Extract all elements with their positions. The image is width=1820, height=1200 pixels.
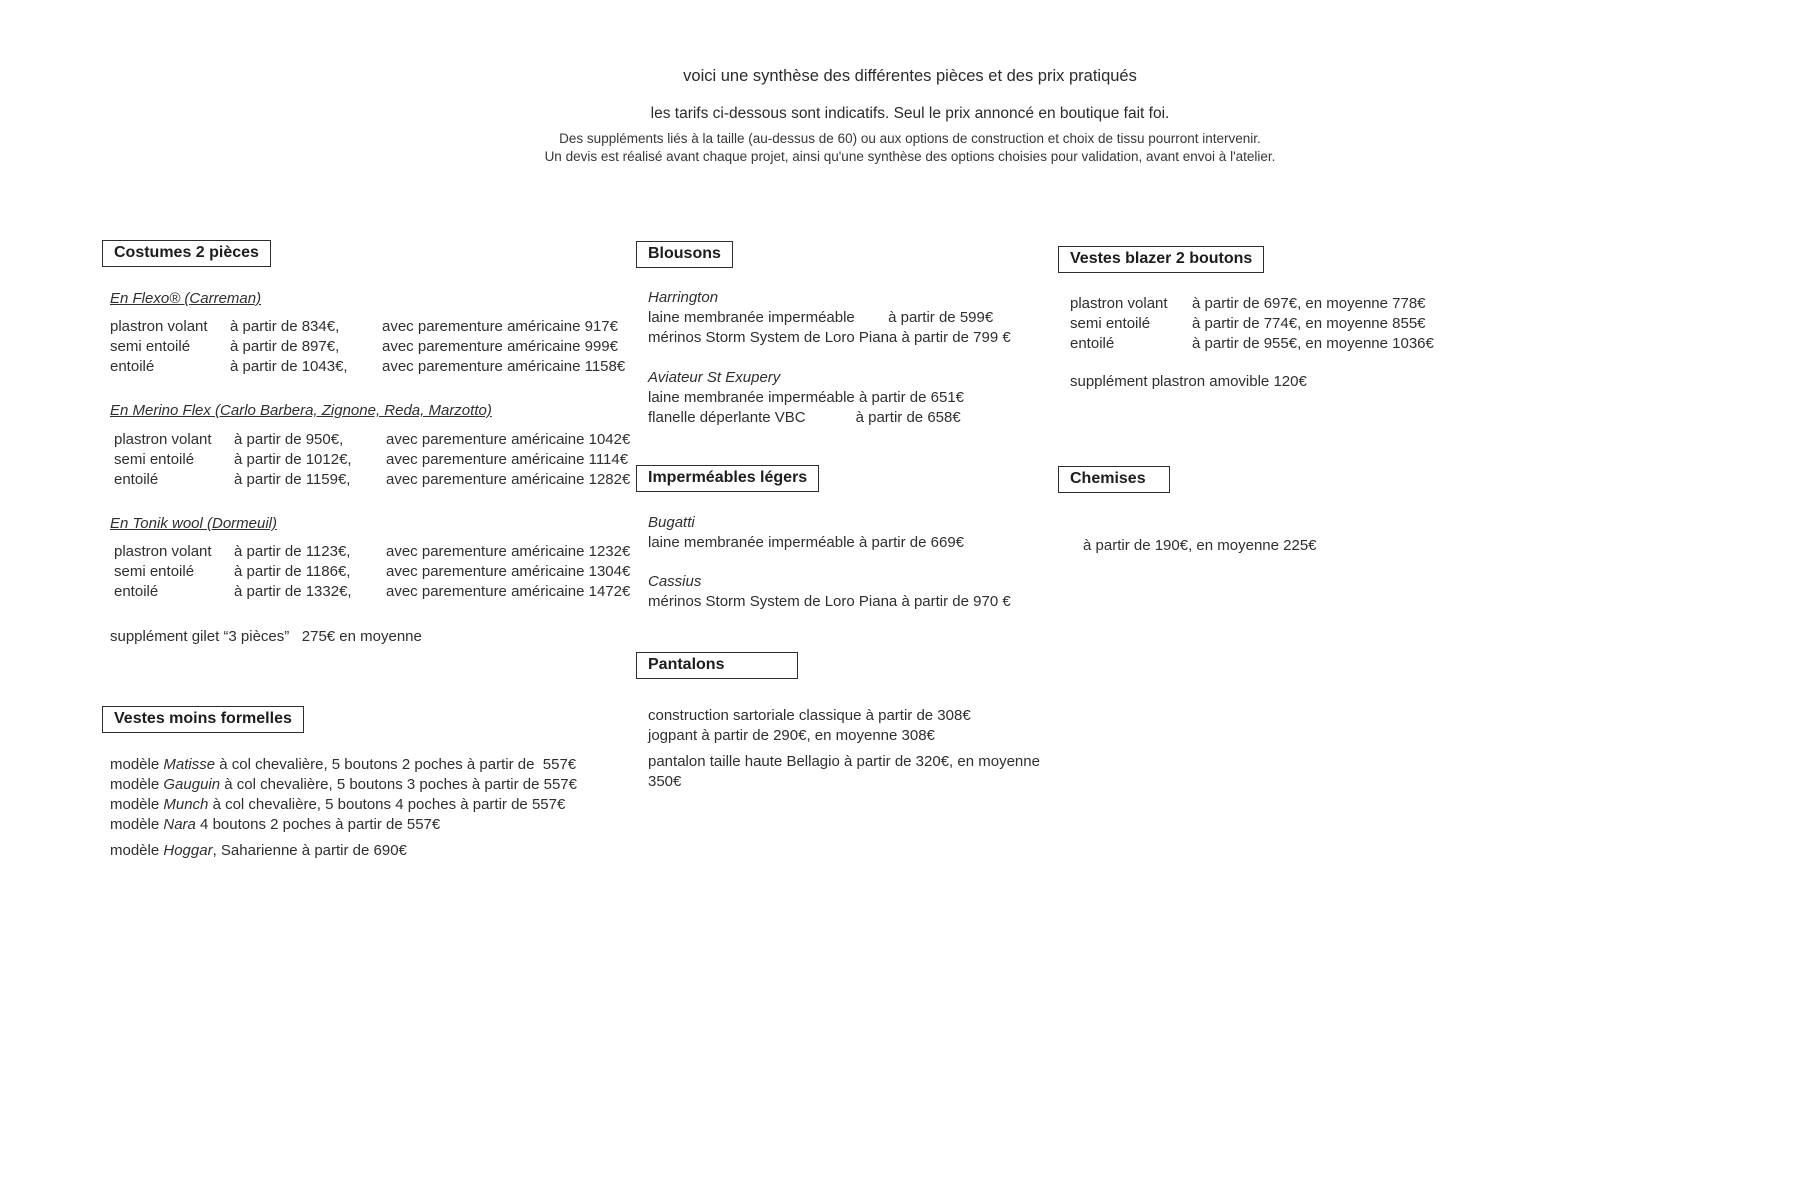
price-line: construction sartoriale classique à partir de 308€	[648, 707, 971, 724]
supplement-gilet: supplément gilet “3 pièces” 275€ en moyenne	[110, 628, 422, 645]
price-row	[114, 470, 642, 490]
model-prefix: modèle	[110, 816, 164, 833]
model-row	[110, 815, 642, 835]
model-detail: à col chevalière, 5 boutons 4 poches à partir de 557€	[208, 796, 566, 813]
page-note-2: Un devis est réalisé avant chaque projet, ainsi qu'une synthèse des options choisies pour validation, avant envoi à l'atelier.	[544, 149, 1276, 164]
option-price: avec parementure américaine 1042€	[386, 431, 631, 448]
model-name: Gauguin	[163, 776, 221, 793]
construction-label: plastron volant	[114, 431, 212, 448]
fabric-group-title: En Tonik wool (Dormeuil)	[110, 515, 278, 532]
model-title: Cassius	[648, 573, 702, 590]
model-row	[110, 775, 642, 795]
model-name: Munch	[163, 796, 209, 813]
construction-label: semi entoilé	[114, 563, 195, 580]
section-chemises	[1058, 466, 1478, 556]
page-subtitle: les tarifs ci-dessous sont indicatifs. Seul le prix annoncé en boutique fait foi.	[650, 105, 1170, 122]
model-title: Aviateur St Exupery	[648, 369, 781, 386]
model-title: Harrington	[648, 289, 719, 306]
price-line: mérinos Storm System de Loro Piana à partir de 970 €	[648, 593, 1011, 610]
blouson-group-aviateur	[648, 368, 1066, 428]
price-line: pantalon taille haute Bellagio à partir de 320€, en moyenne 350€	[648, 753, 1045, 790]
model-name: Hoggar	[163, 842, 213, 859]
price-line: mérinos Storm System de Loro Piana à partir de 799 €	[648, 329, 1011, 346]
fabric-group-title: En Flexo® (Carreman)	[110, 290, 262, 307]
section-pantalons	[636, 652, 1066, 792]
base-price: à partir de 1332€,	[234, 583, 352, 600]
column-blazers	[1058, 246, 1478, 556]
base-price: à partir de 1012€,	[234, 451, 352, 468]
base-price: à partir de 1123€,	[234, 543, 351, 560]
model-row	[110, 841, 642, 861]
price-line: à partir de 190€, en moyenne 225€	[1083, 537, 1317, 554]
construction-label: semi entoilé	[110, 338, 191, 355]
impermeable-group-cassius	[648, 572, 1066, 612]
fabric-group-merino	[102, 401, 642, 490]
price-row	[114, 582, 642, 602]
option-price: avec parementure américaine 1282€	[386, 471, 631, 488]
price-row	[110, 317, 642, 337]
option-price: avec parementure américaine 917€	[382, 318, 618, 335]
fabric-group-tonik	[102, 514, 642, 602]
page-title: voici une synthèse des différentes pièces et des prix pratiqués	[683, 67, 1137, 85]
base-price: à partir de 897€,	[230, 338, 340, 355]
model-prefix: modèle	[110, 842, 164, 859]
price-row	[114, 430, 642, 450]
section-header-vestes-moins-formelles: Vestes moins formelles	[102, 706, 304, 733]
price-line: laine membranée imperméable à partir de 599€	[648, 309, 994, 326]
impermeable-group-bugatti	[648, 513, 1066, 553]
option-price: avec parementure américaine 1304€	[386, 563, 631, 580]
option-price: avec parementure américaine 999€	[382, 338, 618, 355]
construction-label: plastron volant	[1070, 295, 1168, 312]
construction-label: entoilé	[110, 358, 155, 375]
construction-label: entoilé	[114, 471, 159, 488]
price-row	[1070, 334, 1478, 354]
column-blousons	[636, 241, 1066, 792]
section-header-impermeables: Imperméables légers	[636, 465, 819, 492]
price-detail: à partir de 774€, en moyenne 855€	[1192, 315, 1426, 332]
option-price: avec parementure américaine 1114€	[386, 451, 629, 468]
price-line: flanelle déperlante VBC à partir de 658€	[648, 409, 961, 426]
model-name: Nara	[163, 816, 196, 833]
price-row	[114, 542, 642, 562]
model-prefix: modèle	[110, 776, 164, 793]
base-price: à partir de 950€,	[234, 431, 344, 448]
base-price: à partir de 1186€,	[234, 563, 351, 580]
price-row	[110, 337, 642, 357]
section-header-blazers: Vestes blazer 2 boutons	[1058, 246, 1264, 273]
option-price: avec parementure américaine 1232€	[386, 543, 631, 560]
model-name: Matisse	[163, 756, 216, 773]
section-impermeables	[636, 465, 1066, 612]
section-header-chemises: Chemises	[1058, 466, 1170, 493]
page-note-1: Des suppléments liés à la taille (au-dessus de 60) ou aux options de construction et choix de tissu pourront intervenir.	[559, 131, 1261, 146]
section-header-pantalons: Pantalons	[636, 652, 798, 679]
base-price: à partir de 834€,	[230, 318, 340, 335]
fabric-group-flexo	[102, 289, 642, 377]
price-row	[110, 357, 642, 377]
model-detail: 4 boutons 2 poches à partir de 557€	[195, 816, 441, 833]
construction-label: plastron volant	[110, 318, 208, 335]
blouson-group-harrington	[648, 288, 1066, 348]
price-line: jogpant à partir de 290€, en moyenne 308€	[648, 727, 935, 744]
construction-label: entoilé	[1070, 335, 1115, 352]
base-price: à partir de 1159€,	[234, 471, 351, 488]
model-prefix: modèle	[110, 796, 164, 813]
price-line: laine membranée imperméable à partir de 651€	[648, 389, 965, 406]
section-vestes-moins-formelles	[102, 706, 642, 861]
price-line: laine membranée imperméable à partir de 669€	[648, 534, 965, 551]
section-header-blousons: Blousons	[636, 241, 733, 268]
option-price: avec parementure américaine 1158€	[382, 358, 626, 375]
section-header-costumes: Costumes 2 pièces	[102, 240, 271, 267]
construction-label: entoilé	[114, 583, 159, 600]
page-header	[0, 66, 1820, 165]
model-prefix: modèle	[110, 756, 164, 773]
price-row	[1070, 294, 1478, 314]
column-costumes	[102, 240, 642, 861]
model-detail: à col chevalière, 5 boutons 2 poches à partir de 557€	[215, 756, 577, 773]
model-row	[110, 755, 642, 775]
model-title: Bugatti	[648, 514, 695, 531]
price-detail: à partir de 955€, en moyenne 1036€	[1192, 335, 1434, 352]
price-row	[114, 562, 642, 582]
construction-label: plastron volant	[114, 543, 212, 560]
supplement-plastron: supplément plastron amovible 120€	[1070, 373, 1307, 390]
price-row	[114, 450, 642, 470]
option-price: avec parementure américaine 1472€	[386, 583, 631, 600]
model-detail: à col chevalière, 5 boutons 3 poches à partir de 557€	[220, 776, 577, 793]
price-row	[1070, 314, 1478, 334]
base-price: à partir de 1043€,	[230, 358, 348, 375]
fabric-group-title: En Merino Flex (Carlo Barbera, Zignone, Reda, Marzotto)	[110, 402, 492, 419]
construction-label: semi entoilé	[1070, 315, 1151, 332]
model-row	[110, 795, 642, 815]
model-detail: , Saharienne à partir de 690€	[212, 842, 407, 859]
construction-label: semi entoilé	[114, 451, 195, 468]
price-detail: à partir de 697€, en moyenne 778€	[1192, 295, 1426, 312]
